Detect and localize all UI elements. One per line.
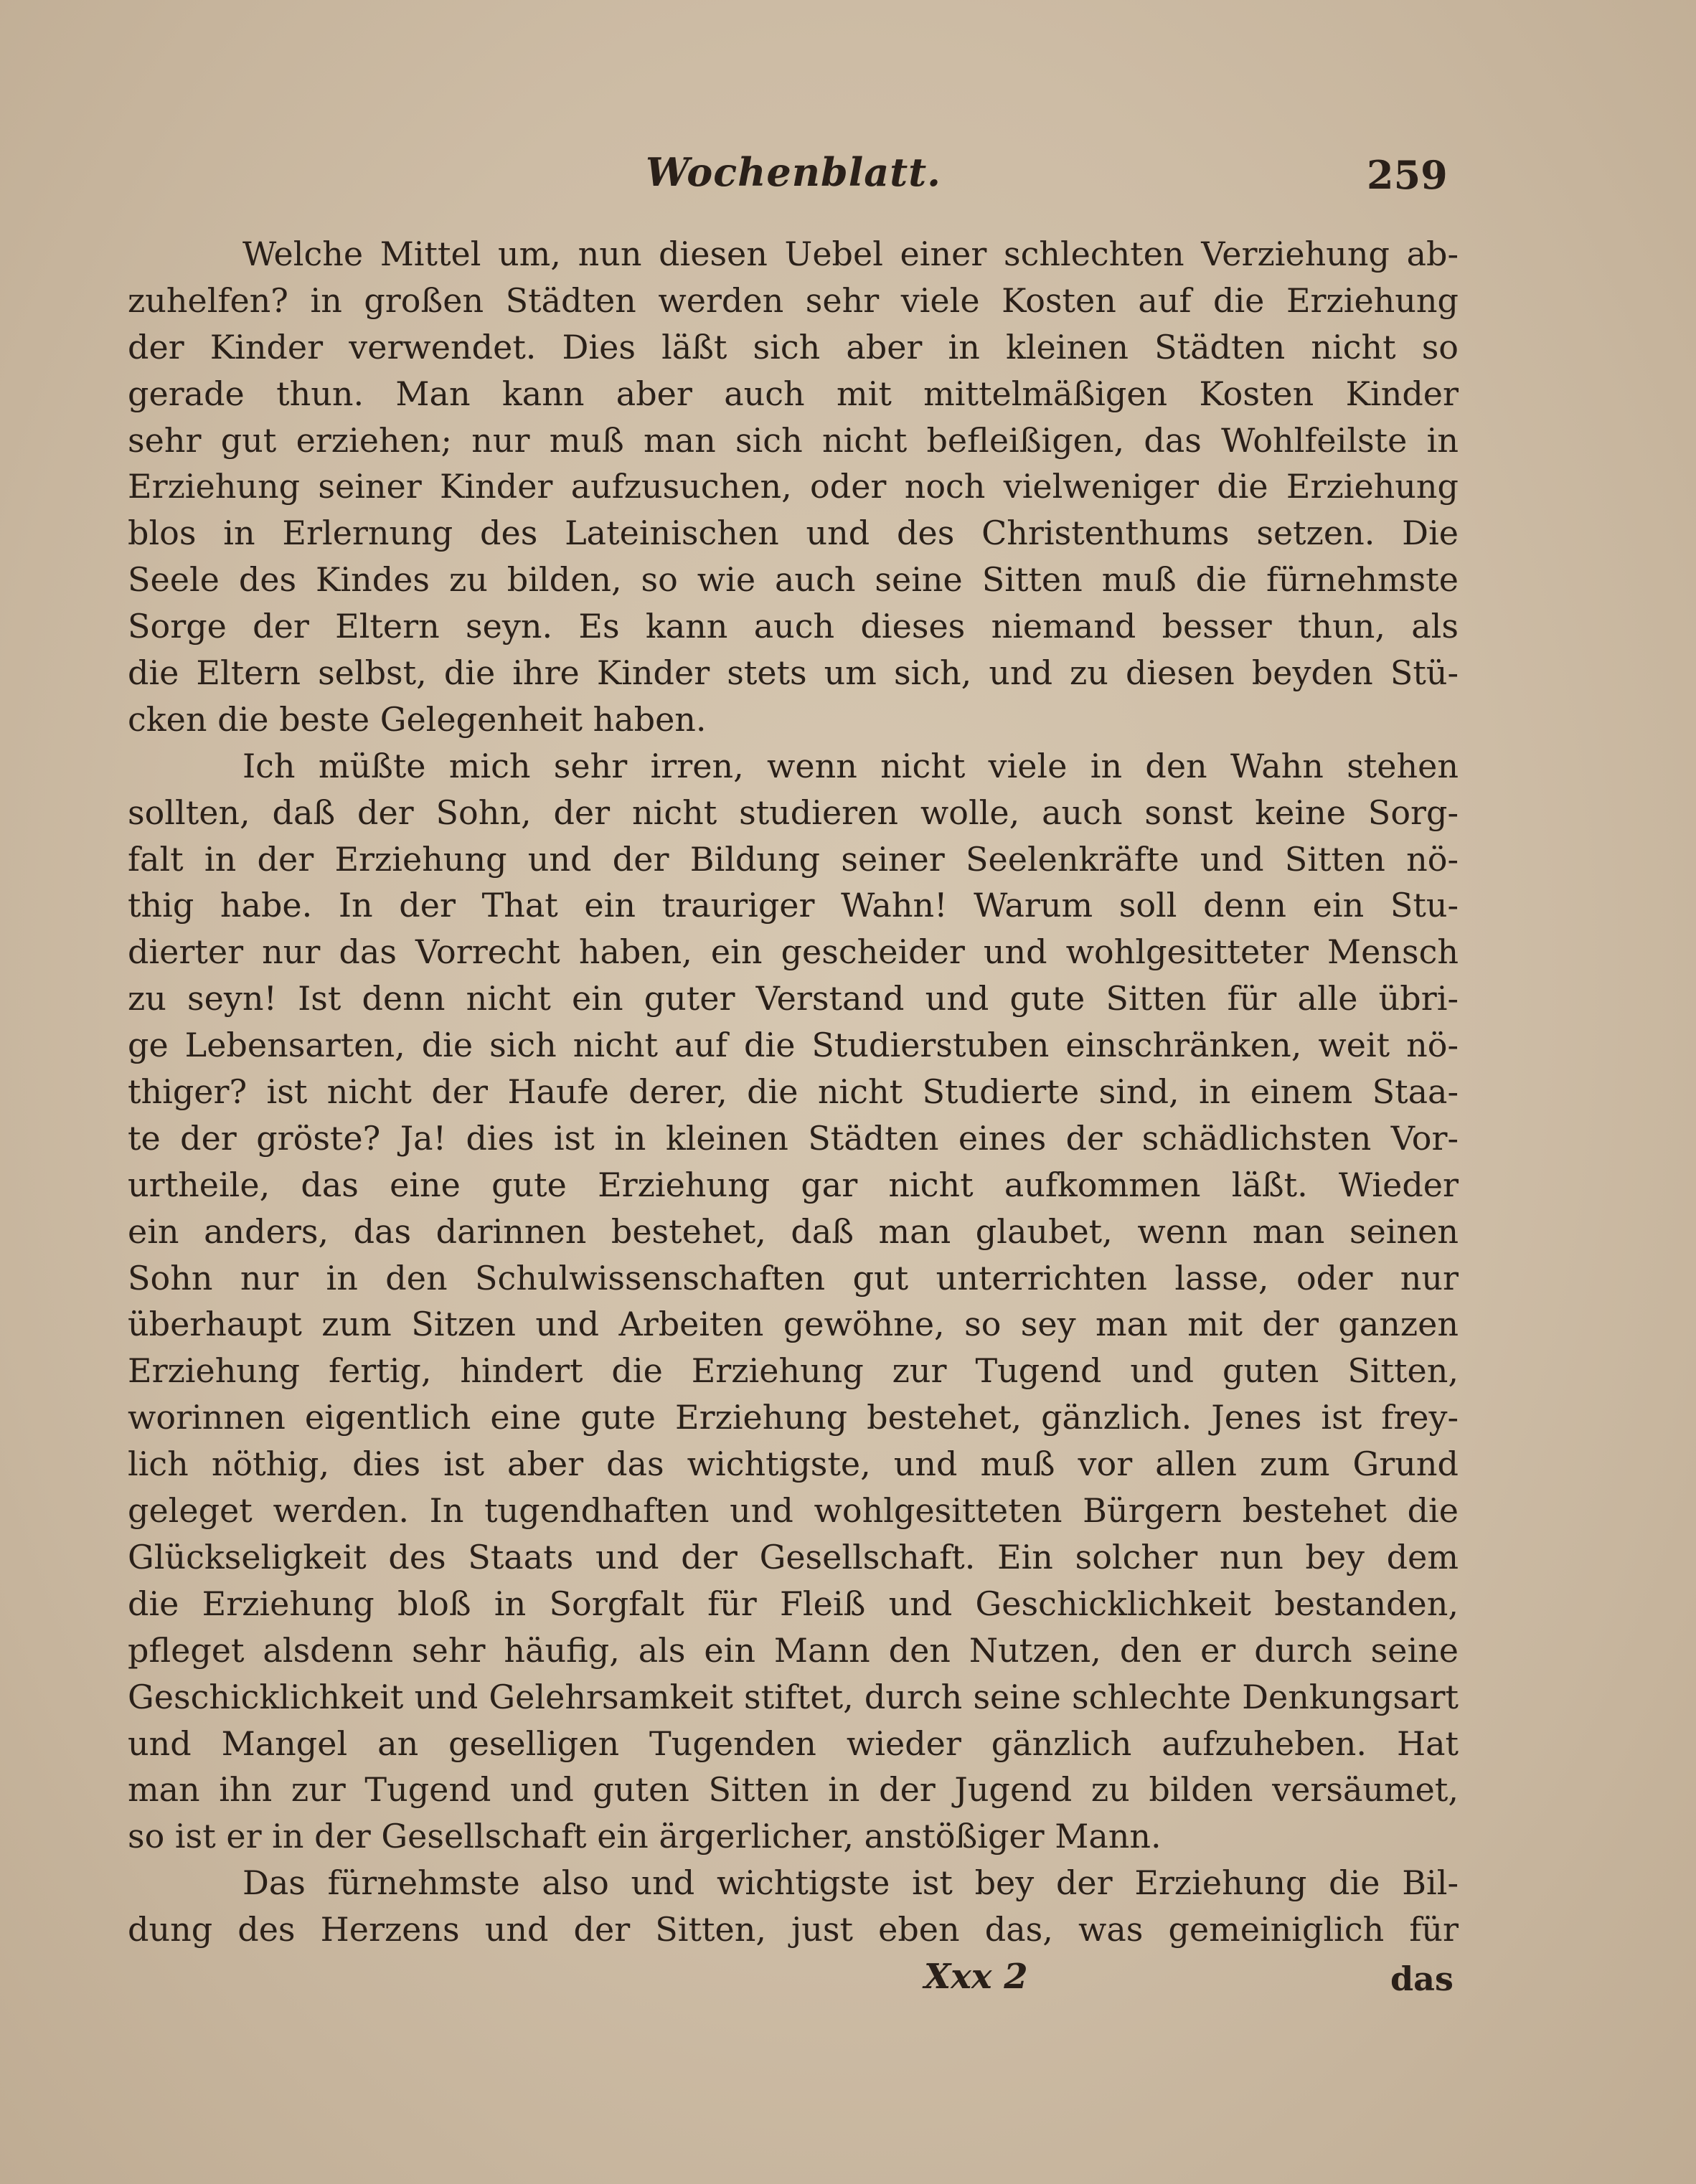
text-line: Welche Mittel um, nun diesen Uebel einer schlechten Verziehung ab- xyxy=(242,235,1459,273)
text-line: Geschicklichkeit und Gelehrsamkeit stiftet, durch seine schlechte Denkungsart xyxy=(128,1677,1459,1716)
text-line: worinnen eigentlich eine gute Erziehung bestehet, gänzlich. Jenes ist frey- xyxy=(128,1398,1459,1437)
text-line: falt in der Erziehung und der Bildung seiner Seelenkräfte und Sitten nö- xyxy=(128,839,1459,879)
text-line: sehr gut erziehen; nur muß man sich nicht befleißigen, das Wohlfeilste in xyxy=(128,420,1459,460)
text-line: dierter nur das Vorrecht haben, ein gescheider und wohlgesitteter Mensch xyxy=(128,932,1459,972)
text-line: so ist er in der Gesellschaft ein ärgerlicher, anstößiger Mann. xyxy=(128,1817,1162,1856)
page-number: 259 xyxy=(1367,152,1448,198)
text-line: lich nöthig, dies ist aber das wichtigste, und muß vor allen zum Grund xyxy=(128,1445,1459,1484)
text-line: Sohn nur in den Schulwissenschaften gut unterrichten lasse, oder nur xyxy=(128,1258,1459,1297)
text-line: pfleget alsdenn sehr häufig, als ein Mann den Nutzen, den er durch seine xyxy=(128,1630,1459,1670)
text-line: zuhelfen? in großen Städten werden sehr viele Kosten auf die Erziehung xyxy=(128,280,1459,320)
text-line: Erziehung seiner Kinder aufzusuchen, oder noch vielweniger die Erziehung xyxy=(128,467,1459,506)
text-line: Erziehung fertig, hindert die Erziehung zur Tugend und guten Sitten, xyxy=(128,1351,1459,1391)
text-line: ge Lebensarten, die sich nicht auf die Studierstuben einschränken, weit nö- xyxy=(128,1026,1459,1065)
running-title: Wochenblatt. xyxy=(646,149,941,195)
text-line: Sorge der Eltern seyn. Es kann auch dieses niemand besser thun, als xyxy=(128,607,1459,646)
text-line: gerade thun. Man kann aber auch mit mittelmäßigen Kosten Kinder xyxy=(128,374,1459,413)
text-line: Glückseligkeit des Staats und der Gesellschaft. Ein solcher nun bey dem xyxy=(128,1537,1459,1576)
text-line: urtheile, das eine gute Erziehung gar nicht aufkommen läßt. Wieder xyxy=(128,1165,1459,1204)
text-line: thig habe. In der That ein trauriger Wahn! Warum soll denn ein Stu- xyxy=(128,886,1459,925)
text-line: cken die beste Gelegenheit haben. xyxy=(128,699,707,739)
signature-mark: Xxx 2 xyxy=(924,1957,1028,1997)
text-line: der Kinder verwendet. Dies läßt sich aber in kleinen Städten nicht so xyxy=(128,327,1459,367)
text-line: zu seyn! Ist denn nicht ein guter Verstand und gute Sitten für alle übri- xyxy=(128,979,1459,1018)
running-head xyxy=(0,149,1696,207)
text-line: thiger? ist nicht der Haufe derer, die nicht Studierte sind, in einem Staa- xyxy=(128,1072,1459,1112)
text-line: ein anders, das darinnen bestehet, daß man glaubet, wenn man seinen xyxy=(128,1211,1459,1251)
catchword: das xyxy=(1390,1960,1454,1998)
text-line: und Mangel an geselligen Tugenden wieder gänzlich aufzuheben. Hat xyxy=(128,1724,1459,1763)
page-footer xyxy=(0,1957,1696,2014)
text-line: Seele des Kindes zu bilden, so wie auch seine Sitten muß die fürnehmste xyxy=(128,560,1459,600)
text-line: te der gröste? Ja! dies ist in kleinen Städten eines der schädlichsten Vor- xyxy=(128,1118,1459,1158)
body-text xyxy=(128,231,1459,1953)
text-line: geleget werden. In tugendhaften und wohlgesitteten Bürgern bestehet die xyxy=(128,1491,1459,1531)
text-line: die Erziehung bloß in Sorgfalt für Fleiß und Geschicklichkeit bestanden, xyxy=(128,1584,1459,1623)
text-line: man ihn zur Tugend und guten Sitten in der Jugend zu bilden versäumet, xyxy=(128,1770,1459,1810)
text-line: Ich müßte mich sehr irren, wenn nicht viele in den Wahn stehen xyxy=(242,746,1459,785)
text-line: sollten, daß der Sohn, der nicht studieren wolle, auch sonst keine Sorg- xyxy=(128,793,1459,832)
text-line: blos in Erlernung des Lateinischen und des Christenthums setzen. Die xyxy=(128,514,1459,553)
text-line: dung des Herzens und der Sitten, just eben das, was gemeiniglich für xyxy=(128,1910,1459,1949)
text-line: überhaupt zum Sitzen und Arbeiten gewöhne, so sey man mit der ganzen xyxy=(128,1305,1459,1344)
text-line: Das fürnehmste also und wichtigste ist bey der Erziehung die Bil- xyxy=(242,1863,1459,1903)
text-line: die Eltern selbst, die ihre Kinder stets um sich, und zu diesen beyden Stü- xyxy=(128,653,1459,693)
